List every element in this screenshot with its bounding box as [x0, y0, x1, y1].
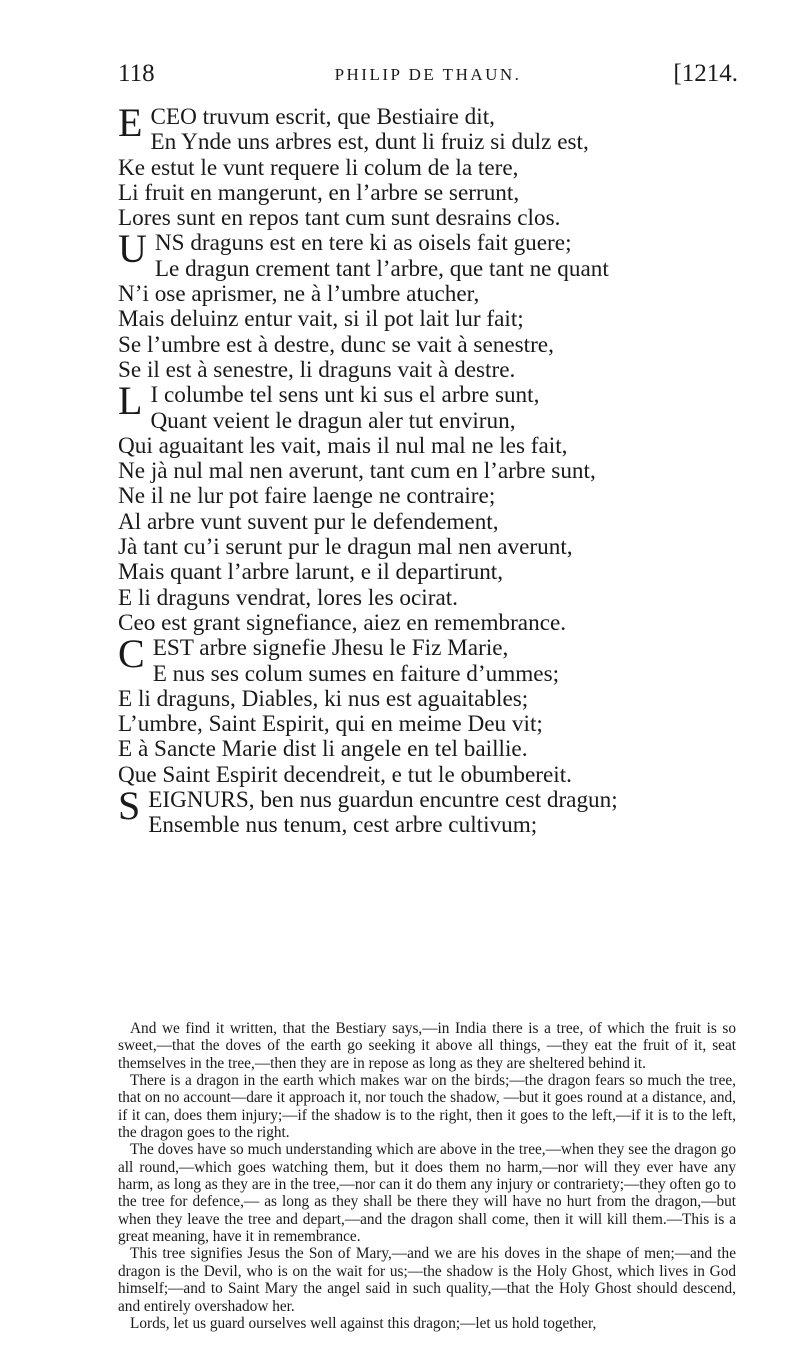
verse-line: EIGNURS, ben nus guardun encuntre cest dragun;: [148, 787, 618, 814]
stanza-3: [118, 378, 742, 636]
translation-paragraph: And we find it written, that the Bestiary says,—in India there is a tree, of which the fruit is so sweet,—that the doves of the earth go seeking it above all things, —they eat the fruit of it, seat themselves in the tree,—then they are in repose as long as they are sheltered behind it.: [118, 1020, 736, 1072]
verse-line: Ke estut le vunt requere li colum de la tere,: [118, 154, 519, 181]
verse-line: Li fruit en mangerunt, en l’arbre se serrunt,: [118, 179, 520, 206]
drop-cap: C: [118, 631, 145, 677]
stanza-5: [118, 783, 742, 839]
verse-line: Ne il ne lur pot faire laenge ne contraire;: [118, 483, 496, 510]
stanza-1: [118, 100, 742, 232]
verse-line: Al arbre vunt suvent pur le defendement,: [118, 508, 499, 535]
verse-line: Ceo est grant signefiance, aiez en remembrance.: [118, 609, 567, 636]
verse-line: N’i ose aprismer, ne à l’umbre atucher,: [118, 281, 480, 308]
running-title: PHILIP DE THAUN.: [334, 65, 522, 84]
verse-line: E li draguns vendrat, lores les ocirat.: [118, 584, 458, 611]
drop-cap: S: [118, 783, 141, 829]
verse-line: E li draguns, Diables, ki nus est aguaitables;: [118, 685, 529, 712]
verse-line: E nus ses colum sumes en faiture d’ummes;: [152, 660, 560, 687]
verse-line: En Ynde uns arbres est, dunt li fruiz si dulz est,: [150, 129, 589, 156]
verse-line: Se l’umbre est à destre, dunc se vait à senestre,: [118, 331, 554, 358]
verse-line: Mais quant l’arbre larunt, e il departirunt,: [118, 559, 504, 586]
drop-cap: L: [118, 378, 143, 424]
verse-line: L’umbre, Saint Espirit, qui en meime Deu vit;: [118, 711, 543, 738]
translation-paragraph: This tree signifies Jesus the Son of Mary,—and we are his doves in the shape of men;—and the dragon is the Devil, who is on the wait for us;—the shadow is the Holy Ghost, which lives in God himself;—and to Saint Mary the angel said in such quality,—that the Holy Ghost should descend, and entirely overshadow her.: [118, 1245, 736, 1315]
drop-cap: U: [118, 226, 147, 272]
verse-line: Que Saint Espirit decendreit, e tut le obumbereit.: [118, 761, 572, 788]
verse-line: NS draguns est en tere ki as oisels fait guere;: [154, 230, 572, 257]
stanza-4: [118, 631, 742, 788]
verse-line: Jà tant cu’i serunt pur le dragun mal nen averunt,: [118, 534, 573, 561]
verse-text: [118, 100, 742, 839]
page-number: 118: [118, 60, 155, 87]
stanza-2: [118, 226, 742, 383]
drop-cap: E: [118, 100, 143, 145]
verse-line: Quant veient le dragun aler tut envirun,: [150, 407, 516, 434]
verse-line: I columbe tel sens unt ki sus el arbre sunt,: [150, 382, 540, 409]
translation-paragraph: Lords, let us guard ourselves well against this dragon;—let us hold together,: [130, 1314, 597, 1332]
verse-line: E à Sancte Marie dist li angele en tel baillie.: [118, 736, 528, 763]
verse-line: Se il est à senestre, li draguns vait à destre.: [118, 356, 516, 383]
verse-line: Lores sunt en repos tant cum sunt desrains clos.: [118, 205, 561, 232]
translation-paragraph: There is a dragon in the earth which makes war on the birds;—the dragon fears so much the tree, that on no account—dare it approach it, nor touch the shadow, —but it goes round at a distance, and, if it can, does them injury;—if the shadow is to the right, then it goes to the left,—if it is to the left, the dragon goes to the right.: [118, 1072, 736, 1142]
verse-line: CEO truvum escrit, que Bestiaire dit,: [150, 104, 495, 130]
verse-line: Qui aguaitant les vait, mais il nul mal ne les fait,: [118, 432, 568, 459]
verse-line: Ensemble nus tenum, cest arbre cultivum;: [148, 812, 538, 839]
verse-line: Ne jà nul mal nen averunt, tant cum en l’arbre sunt,: [118, 458, 596, 485]
translation-paragraph: The doves have so much understanding which are above in the tree,—when they see the dragon go all round,—which goes watching them, but it does them no harm,—nor will they ever have any harm, as long as they are in the tree,—nor can it do them any injury or contrariety;—they often go to the tree for defence,— as long as they shall be there they will have no hurt from the dragon,—but when they leave the tree and depart,—and the dragon shall come, then it will kill them.—This is a great meaning, have it in remembrance.: [118, 1141, 736, 1246]
verse-line: Le dragun crement tant l’arbre, que tant ne quant: [154, 255, 609, 282]
english-translation: [118, 1020, 736, 1332]
page-header: [118, 60, 738, 100]
year-reference: [1214.: [673, 60, 738, 87]
verse-line: Mais deluinz entur vait, si il pot lait lur fait;: [118, 306, 524, 333]
verse-line: EST arbre signefie Jhesu le Fiz Marie,: [152, 635, 509, 662]
